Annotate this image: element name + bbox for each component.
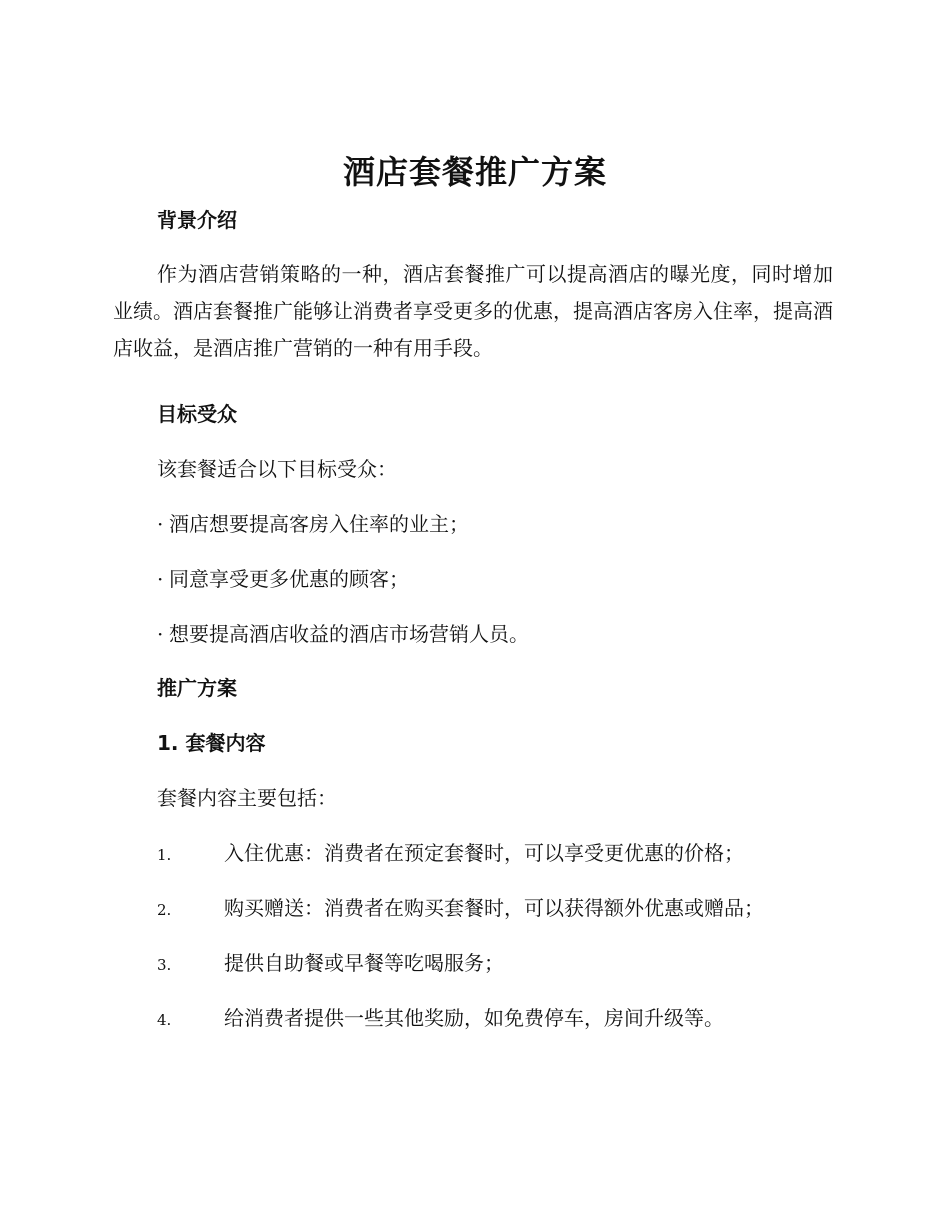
bullet-text: 想要提高酒店收益的酒店市场营销人员。 bbox=[169, 622, 529, 646]
list-text: 给消费者提供一些其他奖励，如免费停车，房间升级等。 bbox=[224, 1006, 724, 1030]
subsection-heading-package: 1. 套餐内容 bbox=[157, 731, 266, 755]
package-list-item bbox=[157, 1004, 857, 1032]
package-intro: 套餐内容主要包括： bbox=[157, 786, 337, 810]
list-text: 入住优惠：消费者在预定套餐时，可以享受更优惠的价格； bbox=[224, 841, 744, 865]
section-heading-plan: 推广方案 bbox=[157, 676, 237, 700]
section-heading-background: 背景介绍 bbox=[157, 208, 237, 232]
bullet-dot-icon: · bbox=[157, 512, 164, 536]
document-title: 酒店套餐推广方案 bbox=[342, 153, 607, 191]
list-number: 3. bbox=[157, 956, 172, 974]
audience-bullet bbox=[157, 620, 529, 648]
list-text: 提供自助餐或早餐等吃喝服务； bbox=[224, 951, 504, 975]
package-list-item bbox=[157, 894, 857, 922]
audience-intro: 该套餐适合以下目标受众： bbox=[157, 457, 397, 481]
bullet-dot-icon: · bbox=[157, 622, 164, 646]
list-number: 2. bbox=[157, 901, 172, 919]
list-number: 1. bbox=[157, 846, 172, 864]
background-paragraph: 作为酒店营销策略的一种，酒店套餐推广可以提高酒店的曝光度，同时增加业绩。酒店套餐推广能够让消费者享受更多的优惠，提高酒店客房入住率，提高酒店收益，是酒店推广营销的一种有用手段。 bbox=[113, 262, 833, 360]
package-list-item bbox=[157, 839, 857, 867]
bullet-dot-icon: · bbox=[157, 567, 164, 591]
package-list-item bbox=[157, 949, 857, 977]
bullet-text: 同意享受更多优惠的顾客； bbox=[169, 567, 409, 591]
section-heading-audience: 目标受众 bbox=[157, 402, 237, 426]
audience-bullet bbox=[157, 510, 469, 538]
audience-bullet bbox=[157, 565, 409, 593]
list-text: 购买赠送：消费者在购买套餐时，可以获得额外优惠或赠品； bbox=[224, 896, 764, 920]
bullet-text: 酒店想要提高客房入住率的业主； bbox=[169, 512, 469, 536]
list-number: 4. bbox=[157, 1011, 172, 1029]
